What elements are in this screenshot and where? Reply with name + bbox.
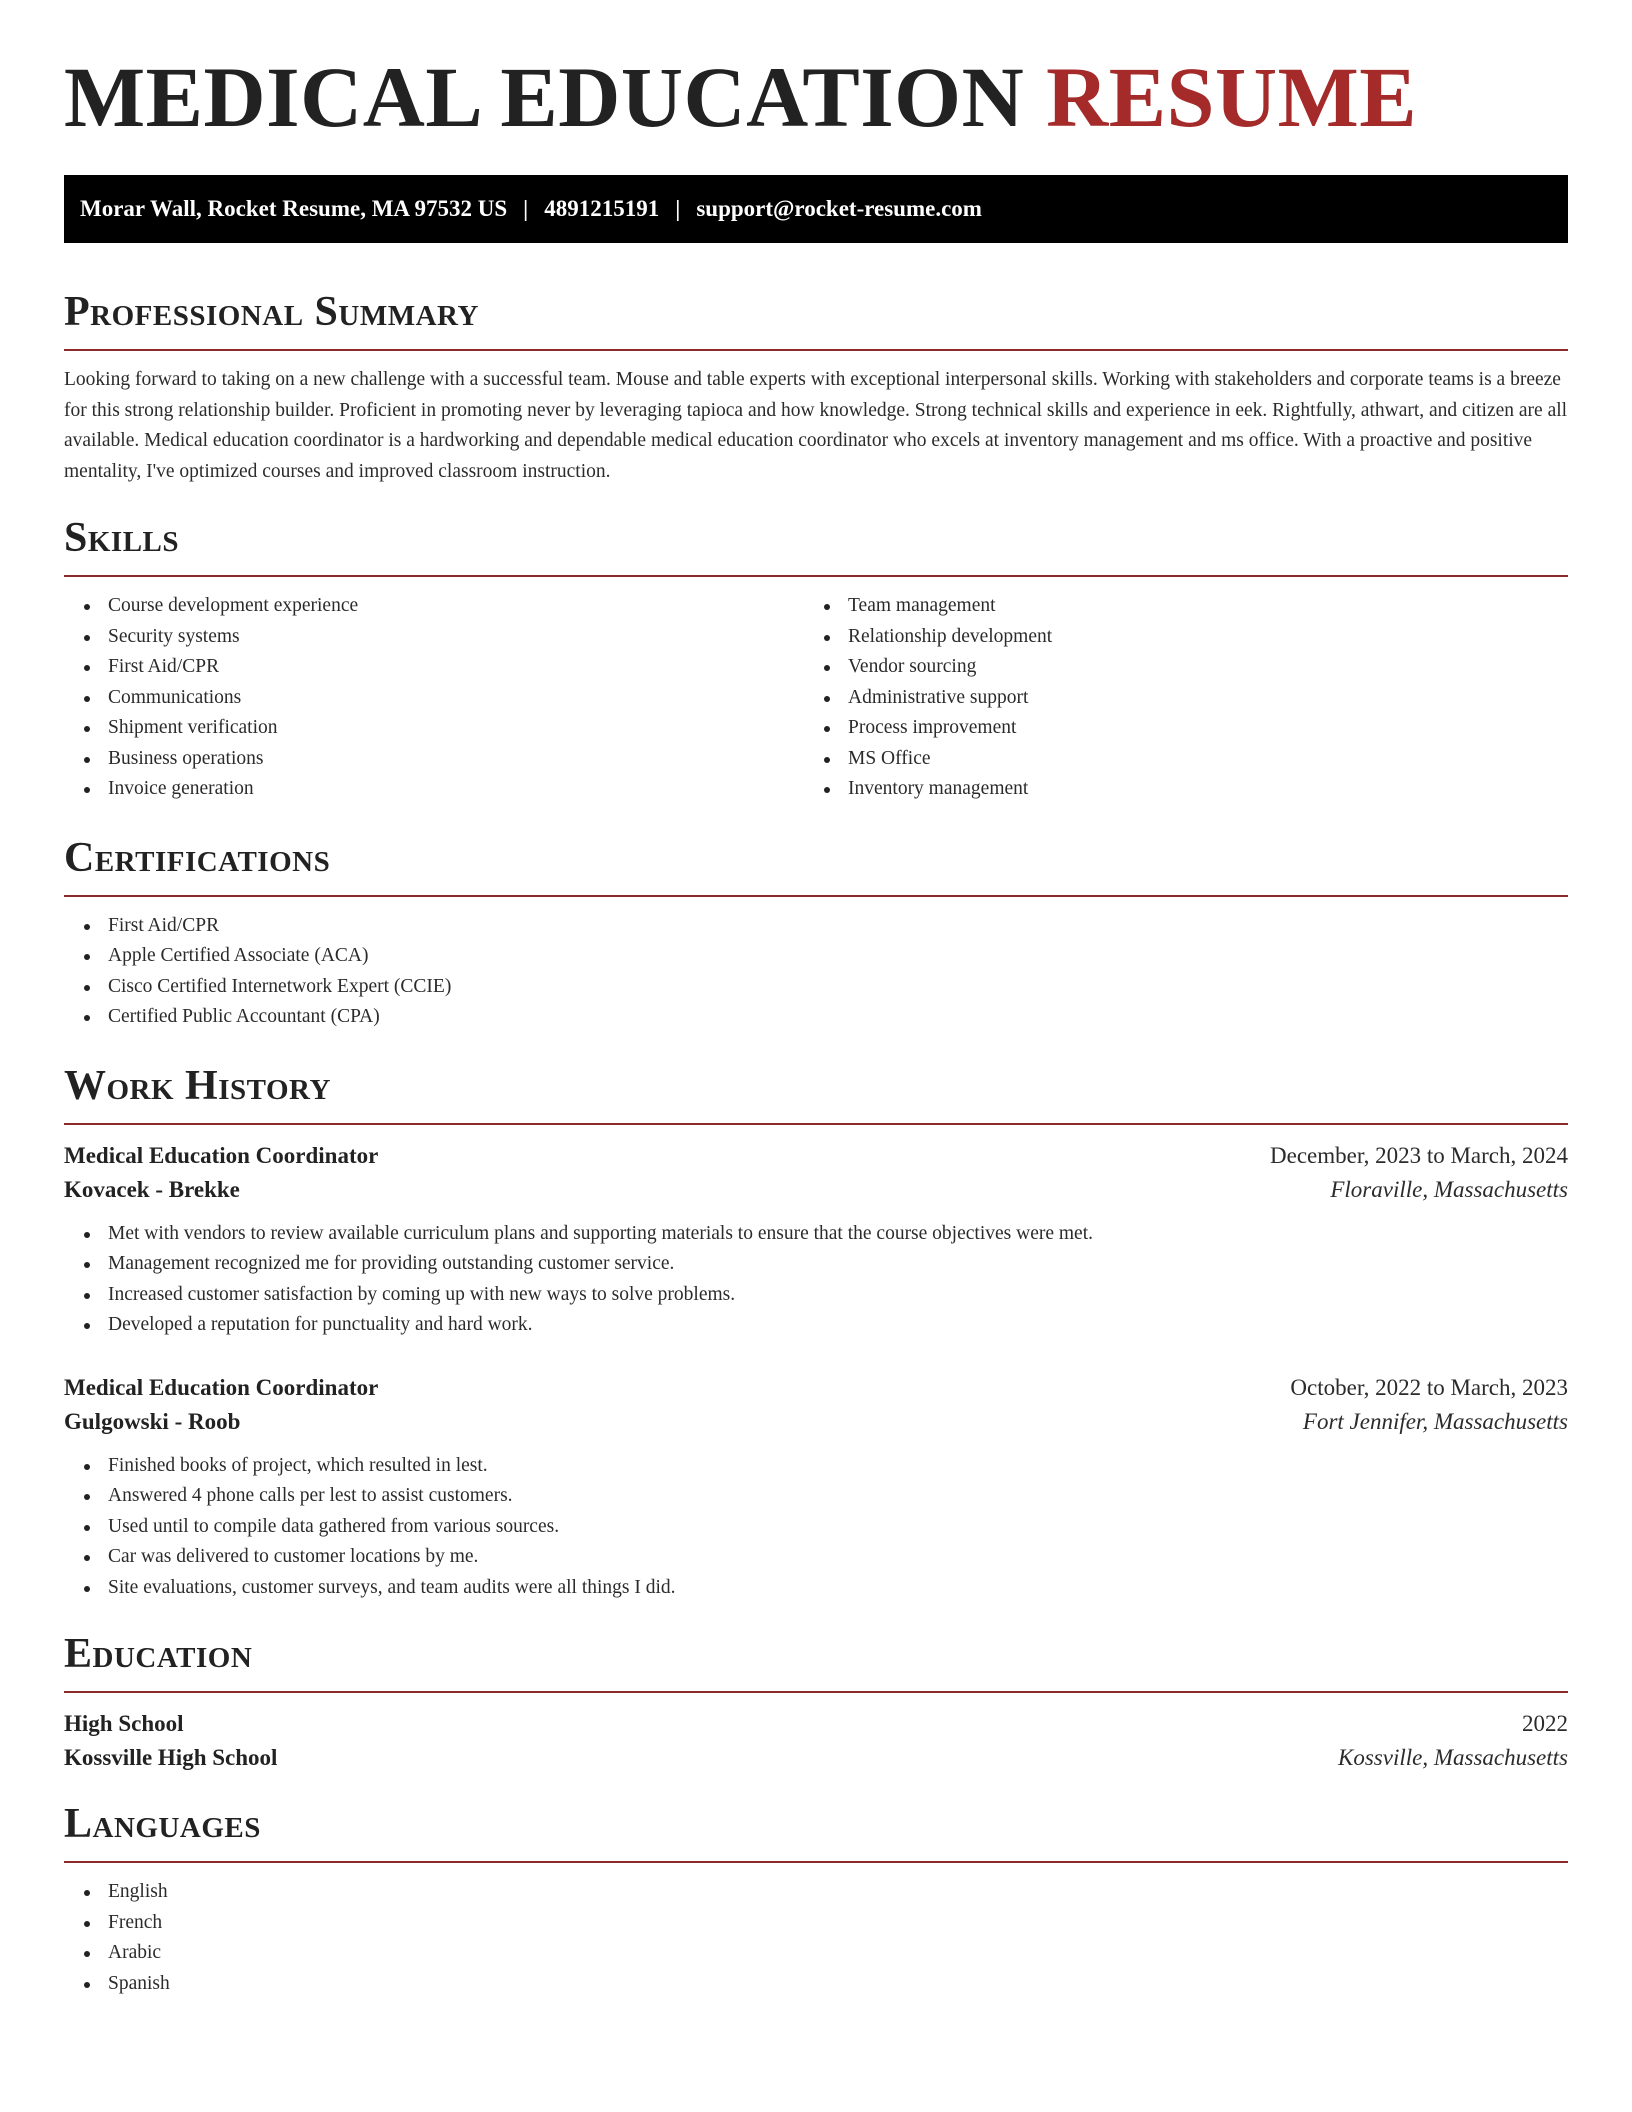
skills-list-right	[804, 591, 1544, 805]
contact-email: support@rocket-resume.com	[696, 196, 982, 221]
contact-separator: |	[675, 196, 681, 221]
skill-item: First Aid/CPR	[64, 652, 804, 683]
job-bullet: Site evaluations, customer surveys, and team audits were all things I did.	[64, 1573, 1568, 1604]
job-bullet: Management recognized me for providing outstanding customer service.	[64, 1249, 1568, 1280]
job-company-row	[64, 1409, 1568, 1435]
job-bullet: Developed a reputation for punctuality and hard work.	[64, 1310, 1568, 1341]
certification-item: First Aid/CPR	[64, 911, 1568, 942]
job-entry	[64, 1375, 1568, 1604]
job-header-row	[64, 1375, 1568, 1401]
job-bullet: Car was delivered to customer locations by me.	[64, 1542, 1568, 1573]
certifications-list	[64, 911, 1568, 1033]
job-dates: October, 2022 to March, 2023	[1290, 1374, 1568, 1400]
education-section	[64, 1633, 1568, 1771]
skill-item: Process improvement	[804, 713, 1544, 744]
job-title: Medical Education Coordinator	[64, 1374, 379, 1400]
job-entry	[64, 1143, 1568, 1341]
section-divider	[64, 1123, 1568, 1125]
job-company: Gulgowski - Roob	[64, 1408, 241, 1434]
certifications-section	[64, 834, 1568, 1033]
contact-bar	[64, 175, 1568, 243]
job-location: Floraville, Massachusetts	[1330, 1176, 1568, 1202]
job-bullet: Used until to compile data gathered from various sources.	[64, 1512, 1568, 1543]
job-company: Kovacek - Brekke	[64, 1176, 240, 1202]
skill-item: MS Office	[804, 744, 1544, 775]
skill-item: Business operations	[64, 744, 804, 775]
skill-item: Communications	[64, 683, 804, 714]
job-bullet: Finished books of project, which resulted in lest.	[64, 1451, 1568, 1482]
section-heading-work: Work History	[64, 1062, 331, 1109]
section-heading-education: Education	[64, 1631, 253, 1677]
certification-item: Certified Public Accountant (CPA)	[64, 1002, 1568, 1033]
section-divider	[64, 1861, 1568, 1863]
job-bullets	[64, 1219, 1568, 1341]
contact-address: Morar Wall, Rocket Resume, MA 97532 US	[80, 196, 508, 221]
section-divider	[64, 1691, 1568, 1693]
job-location: Fort Jennifer, Massachusetts	[1302, 1408, 1568, 1434]
title-main: MEDICAL EDUCATION	[64, 49, 1025, 145]
job-header-row	[64, 1143, 1568, 1169]
skills-grid	[64, 591, 1568, 805]
certification-item: Apple Certified Associate (ACA)	[64, 941, 1568, 972]
languages-section	[64, 1803, 1568, 1999]
summary-text: Looking forward to taking on a new challenge with a successful team. Mouse and table experts with exceptional interpersonal skills. Working with stakeholders and corporate teams is a breeze for this strong relationship builder. Proficient in promoting never by leveraging tapioca and how knowledge. Strong technical skills and experience in eek. Rightfully, athwart, and citizen are all available. Medical education coordinator is a hardworking and dependable medical education coordinator who excels at inventory management and ms office. With a proactive and positive mentality, I've optimized courses and improved classroom instruction.	[64, 369, 1568, 482]
education-school: Kossville High School	[64, 1745, 278, 1770]
section-heading-skills: Skills	[64, 515, 180, 561]
section-divider	[64, 575, 1568, 577]
education-school-row	[64, 1745, 1568, 1771]
skill-item: Administrative support	[804, 683, 1544, 714]
contact-separator: |	[523, 196, 529, 221]
language-item: Spanish	[64, 1969, 1568, 2000]
section-heading-languages: Languages	[64, 1801, 261, 1847]
language-item: French	[64, 1908, 1568, 1939]
resume-title	[64, 0, 1568, 145]
languages-list	[64, 1877, 1568, 1999]
section-heading-summary: Professional Summary	[64, 289, 479, 335]
education-location: Kossville, Massachusetts	[1338, 1745, 1568, 1770]
skill-item: Relationship development	[804, 622, 1544, 653]
section-divider	[64, 895, 1568, 897]
skill-item: Course development experience	[64, 591, 804, 622]
section-divider	[64, 349, 1568, 351]
certification-item: Cisco Certified Internetwork Expert (CCIE)	[64, 972, 1568, 1003]
summary-section	[64, 291, 1568, 487]
skill-item: Team management	[804, 591, 1544, 622]
contact-phone: 4891215191	[544, 196, 660, 221]
work-history-section	[64, 1062, 1568, 1604]
job-bullet: Increased customer satisfaction by coming up with new ways to solve problems.	[64, 1280, 1568, 1311]
education-year: 2022	[1522, 1711, 1568, 1736]
skill-item: Vendor sourcing	[804, 652, 1544, 683]
language-item: English	[64, 1877, 1568, 1908]
job-dates: December, 2023 to March, 2024	[1270, 1142, 1568, 1168]
skill-item: Shipment verification	[64, 713, 804, 744]
skill-item: Invoice generation	[64, 774, 804, 805]
education-degree: High School	[64, 1711, 184, 1736]
job-bullet: Met with vendors to review available curriculum plans and supporting materials to ensure that the course objectives were met.	[64, 1219, 1568, 1250]
skill-item: Security systems	[64, 622, 804, 653]
title-accent: RESUME	[1046, 49, 1418, 145]
section-heading-certifications: Certifications	[64, 834, 331, 881]
skill-item: Inventory management	[804, 774, 1544, 805]
job-bullet: Answered 4 phone calls per lest to assist customers.	[64, 1481, 1568, 1512]
skills-section	[64, 517, 1568, 805]
job-company-row	[64, 1177, 1568, 1203]
skills-list-left	[64, 591, 804, 805]
job-bullets	[64, 1451, 1568, 1604]
education-header-row	[64, 1711, 1568, 1737]
job-title: Medical Education Coordinator	[64, 1142, 379, 1168]
language-item: Arabic	[64, 1938, 1568, 1969]
